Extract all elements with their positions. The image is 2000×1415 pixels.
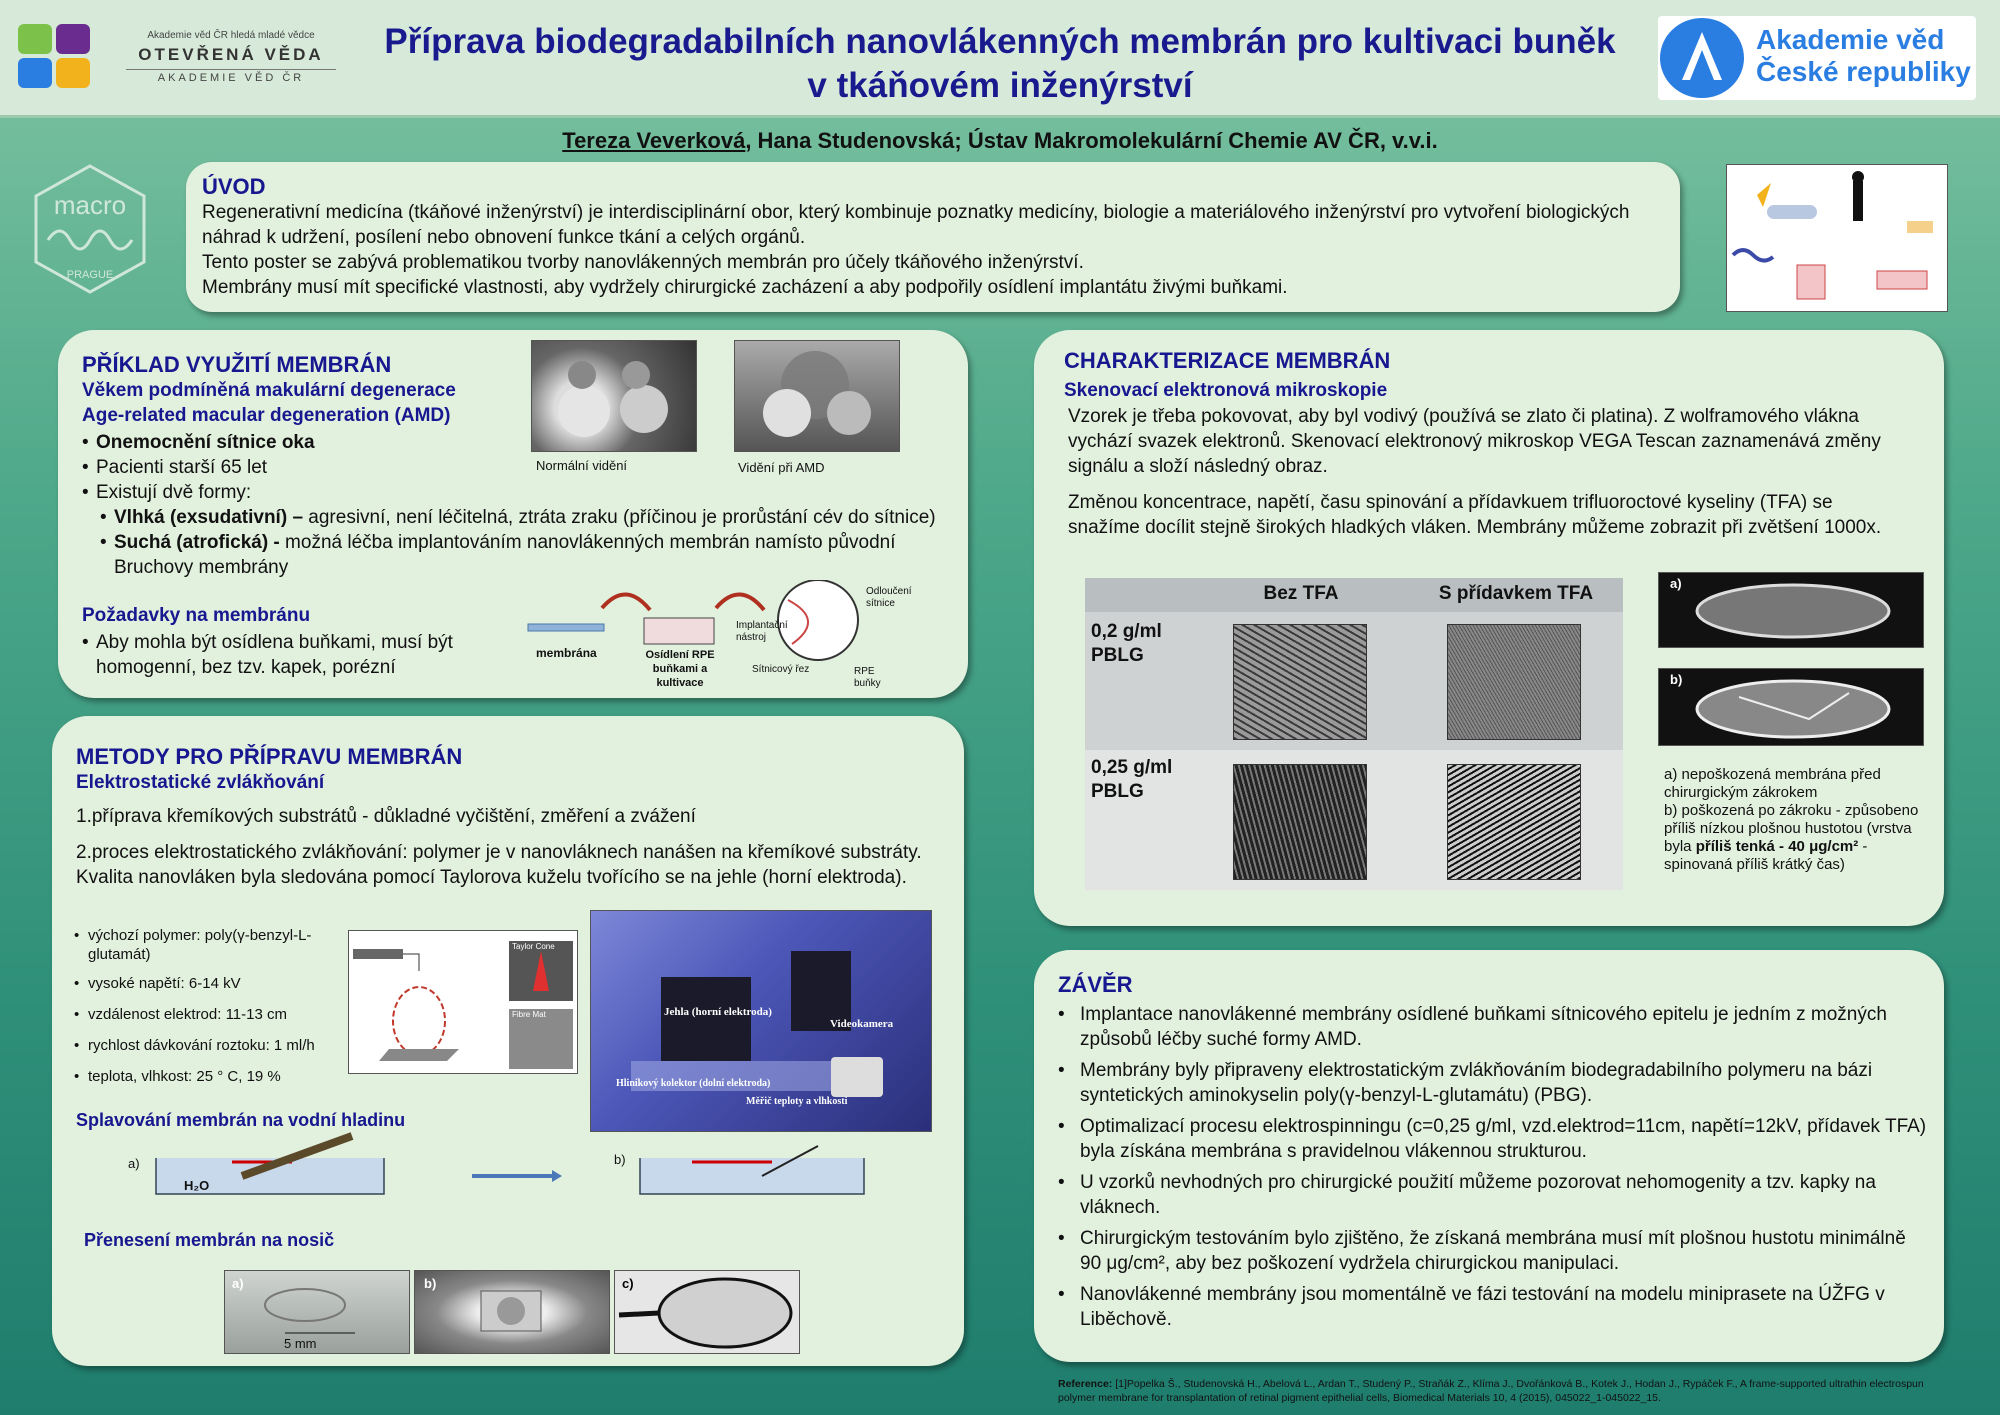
caption-b-rest: - spinovaná příliš krátký čas) (1664, 838, 1868, 873)
char-heading: CHARAKTERIZACE MEMBRÁN (1064, 348, 1391, 373)
membrane-caption-b (1664, 802, 1924, 874)
macro-subtext: PRAGUE (66, 269, 114, 281)
diagram-section-label: Sítnicový řez (752, 664, 810, 675)
membrane-caption (1664, 766, 1924, 874)
transfer-a-label: a) (232, 1276, 244, 1291)
params-list (74, 926, 334, 1086)
reference (1058, 1377, 1948, 1405)
methods-sub: Elektrostatické zvlákňování (76, 772, 325, 793)
float-b-label: b) (614, 1152, 626, 1167)
float-a-label: a) (128, 1156, 140, 1171)
intro-p3: Membrány musí mít specifické vlastnosti, aby vydržely chirurgické zacházení a aby podpořily osídlení implantátu živými buňkami. (202, 277, 1288, 298)
transfer-photo-a (224, 1270, 410, 1354)
example-heading: PŘÍKLAD VYUŽITÍ MEMBRÁN (82, 352, 392, 377)
intro-p1: Regenerativní medicína (tkáňové inženýrství) je interdisciplinární obor, který kombinuje poznatky medicíny, biologie a materiálového inženýrství pro vytvoření biologických náhrad k udržení, posílení nebo obnovení funkce tkání a celých orgánů. (202, 202, 1630, 248)
param-item: • vzdálenost elektrod: 11-13 cm (74, 1005, 334, 1024)
normal-vision-photo (531, 340, 697, 452)
bullet-2: • Pacienti starší 65 let (82, 455, 962, 480)
otevrena-veda-logo-icon (18, 24, 92, 88)
poster-header (0, 0, 2000, 118)
sem-image-r1c1 (1233, 624, 1367, 740)
needle-label: Jehla (horní elektroda) (664, 1006, 772, 1018)
bullet-5-rest: možná léčba implantováním nanovlákenných membrán namísto původní Bruchovy membrány (114, 532, 896, 578)
sem-table (1085, 578, 1623, 890)
diagram-rpe-cells-label: RPE buňky (854, 666, 881, 689)
logo-line2: OTEVŘENÁ VĚDA (138, 45, 324, 64)
bullet-4-bold: Vlhká (exsudativní) – (114, 507, 304, 528)
char-p1: Vzorek je třeba pokovovat, aby byl vodivý (používá se zlato či platina). Z wolframového vlákna vychází svazek elektronů. Skenovací elektronový mikroskop VEGA Tescan zaznamenává změny signálu a složí následný obraz. (1068, 406, 1881, 477)
intro-text (202, 200, 1662, 300)
conclusion-item: • Chirurgickým testováním bylo zjištěno, že získaná membrána musí mít plošnou hustotu minimálně 90 μg/cm², aby bez poškození vydržela chirurgickou manipulaci. (1058, 1226, 1928, 1276)
methods-heading: METODY PRO PŘÍPRAVU MEMBRÁN (76, 744, 463, 769)
sem-image-r2c2 (1447, 764, 1581, 880)
transfer-b-label: b) (424, 1276, 437, 1291)
example-sub2: Age-related macular degeneration (AMD) (82, 405, 451, 426)
requirements-heading: Požadavky na membránu (82, 605, 311, 626)
bullet-4 (100, 505, 960, 530)
bullet-1-text: Onemocnění sítnice oka (96, 432, 315, 453)
sem-image-r2c1 (1233, 764, 1367, 880)
meter-label: Měřič teploty a vlhkosti (746, 1096, 848, 1107)
reference-text: [1]Popelka Š., Studenovská H., Abelová L., Ardan T., Studený P., Straňák Z., Klíma J., Dvořánková B., Kotek J., Hodan J., Rypáček F., A frame-supported ultrathin electrospun polymer membrane for transplantation of retinal pigment epithelial cells, Biomedical Materials 10, 4 (2015), 045022_1-045022_15. (1058, 1378, 1924, 1404)
membrane-image-a-label: a) (1670, 576, 1682, 591)
poster-title: Příprava biodegradabilních nanovlákenných membrán pro kultivaci buněk v tkáňovém inženýrství (384, 22, 1616, 105)
transfer-c-label: c) (622, 1276, 634, 1291)
reference-label: Reference: (1058, 1378, 1113, 1390)
methods-panel (52, 716, 964, 1366)
membrane-image-b-label: b) (1670, 672, 1683, 687)
scale-label: 5 mm (284, 1336, 317, 1351)
requirements-text: • Aby mohla být osídlena buňkami, musí být homogenní, bez tzv. kapek, porézní (82, 630, 482, 680)
float-heading: Splavování membrán na vodní hladinu (76, 1110, 406, 1130)
logo-line3: AKADEMIE VĚD ČR (126, 69, 336, 84)
conclusion-item: • Optimalizací procesu elektrospinningu (c=0,25 g/ml, vzd.elektrod=11cm, napětí=12kV, přídavek TFA) byla získána membrána s pravidelnou vlákennou strukturou. (1058, 1114, 1928, 1164)
char-p2: Změnou koncentrace, napětí, času spinování a přídavkuem trifluoroctové kyseliny (TFA) se snažíme docílit stejně širokých hladkých vláken. Membrány můžeme zobrazit při zvětšení 1000x. (1068, 492, 1882, 538)
akademie-ved-logo-text (1756, 24, 1971, 88)
bullet-4-rest: agresivní, není léčitelná, ztráta zraku (příčinou je prorůstání cév do sítnice) (303, 507, 936, 528)
conclusion-panel (1034, 950, 1944, 1362)
first-author: Tereza Veverková (562, 128, 746, 153)
sem-col2-header: S přídavkem TFA (1438, 583, 1594, 604)
param-item: • rychlost dávkování roztoku: 1 ml/h (74, 1036, 334, 1055)
tissue-engineering-diagram (1726, 164, 1948, 312)
intro-heading: ÚVOD (202, 174, 266, 199)
conclusion-item: • Implantace nanovlákenné membrány osídlené buňkami sítnicového epitelu je jedním z možných způsobů léčby suché formy AMD. (1058, 1002, 1928, 1052)
bullet-5-bold: Suchá (atrofická) - (114, 532, 280, 553)
normal-vision-caption: Normální vidění (536, 458, 628, 473)
methods-step1: 1.příprava křemíkových substrátů - důkladné vyčištění, změření a zvážení (76, 806, 696, 827)
fibre-mat-label: Fibre Mat (512, 1010, 546, 1019)
akademie-ved-logo-icon (1660, 18, 1744, 98)
param-item: • výchozí polymer: poly(γ-benzyl-L-glutamát) (74, 926, 334, 964)
diagram-instrument-label: Implantační nástroj (736, 620, 788, 643)
amd-vision-caption: Vidění při AMD (738, 460, 825, 475)
conclusion-item: • U vzorků nevhodných pro chirurgické použití můžeme pozorovat nehomogenity a tzv. kapky na vláknech. (1058, 1170, 1928, 1220)
transfer-photo-b (414, 1270, 610, 1354)
sem-row1-label: 0,2 g/ml PBLG (1091, 621, 1162, 666)
akademie-ved-logo (1658, 16, 1976, 100)
authors-line (0, 128, 2000, 154)
otevrena-veda-logo-text (126, 30, 336, 84)
example-sub1: Věkem podmíněná makulární degenerace (82, 380, 456, 401)
macro-prague-logo-icon (30, 162, 150, 302)
bullet-5 (100, 530, 920, 580)
param-item: • teplota, vlhkost: 25 ° C, 19 % (74, 1067, 334, 1086)
conclusion-item: • Membrány byly připraveny elektrostatickým zvlákňováním biodegradabilního polymeru na bázi syntetických aminokyselin poly(γ-benzyl-L-glutamátu) (PBG). (1058, 1058, 1928, 1108)
sem-image-r1c2 (1447, 624, 1581, 740)
logo-right-line2: České republiky (1756, 56, 1971, 87)
membrane-caption-a: a) nepoškozená membrána před chirurgickým zákrokem (1664, 766, 1881, 801)
water-label: H₂O (184, 1178, 210, 1193)
diagram-detach-label: Odloučení sítnice (866, 586, 912, 609)
param-item: • vysoké napětí: 6-14 kV (74, 974, 334, 993)
caption-b-bold: příliš tenká - 40 μg/cm² (1695, 838, 1859, 855)
float-diagram (152, 1132, 872, 1212)
membrane-image-a (1658, 572, 1924, 648)
logo-line1: Akademie věd ČR hledá mladé vědce (147, 30, 315, 41)
sem-row2-label: 0,25 g/ml PBLG (1091, 757, 1173, 802)
conclusion-heading: ZÁVĚR (1058, 972, 1133, 997)
conclusion-item: • Nanovlákenné membrány jsou momentálně ve fázi testování na modelu miniprasete na ÚŽFG v Liběchově. (1058, 1282, 1928, 1332)
example-panel (58, 330, 968, 698)
taylor-cone-label: Taylor Cone (512, 942, 555, 951)
amd-vision-photo (734, 340, 900, 452)
bullet-3: • Existují dvě formy: (82, 480, 962, 505)
transfer-heading: Přenesení membrán na nosič (84, 1230, 335, 1250)
caption-b-text: b) poškozená po zákroku - způsobeno příliš nízkou plošnou hustotou (vrstva byla (1664, 802, 1919, 855)
intro-p2: Tento poster se zabývá problematikou tvorby nanovlákenných membrán pro účely tkáňového inženýrství. (202, 252, 1084, 273)
electrospinning-diagram (348, 930, 578, 1074)
intro-panel (186, 162, 1680, 312)
methods-step2: 2.proces elektrostatického zvlákňování: polymer je v nanovláknech nanášen na křemíkové substráty. Kvalita nanovláken byla sledována pomocí Taylorova kuželu tvořícího se na jehle (horní elektroda). (76, 842, 922, 888)
diagram-membrane-label: membrána (536, 646, 597, 660)
collector-label: Hliníkový kolektor (dolní elektroda) (616, 1078, 771, 1089)
diagram-rpe-label: Osídlení RPE buňkami a kultivace (645, 649, 715, 689)
macro-text: macro (53, 190, 127, 220)
other-authors: , Hana Studenovská; Ústav Makromolekulární Chemie AV ČR, v.v.i. (745, 128, 1438, 153)
camera-label: Videokamera (830, 1018, 894, 1030)
sem-col1-header: Bez TFA (1263, 583, 1339, 604)
char-sub: Skenovací elektronová mikroskopie (1064, 380, 1388, 401)
transfer-photo-c (614, 1270, 800, 1354)
conclusion-list (1058, 1002, 1928, 1332)
membrane-image-b (1658, 668, 1924, 746)
logo-right-line1: Akademie věd (1756, 24, 1945, 55)
